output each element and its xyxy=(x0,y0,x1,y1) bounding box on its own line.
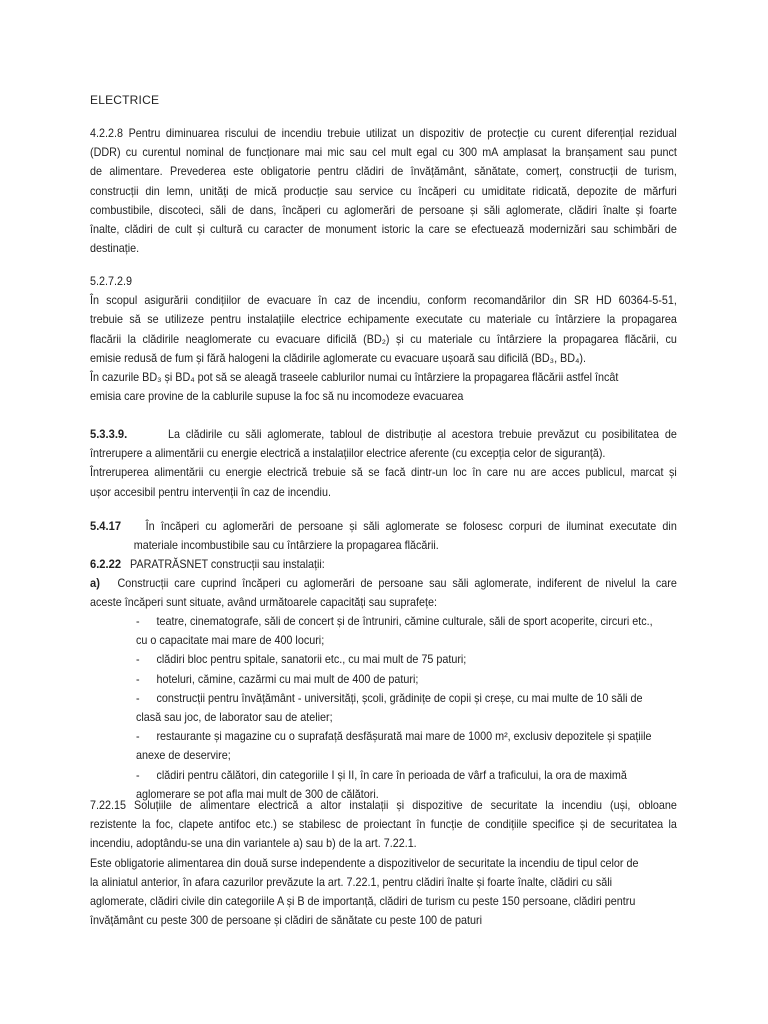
text-line-content: În încăperi cu aglomerări de persoane și săli aglomerate se folosesc corpuri de iluminat executate din xyxy=(145,520,677,533)
text-line xyxy=(90,555,677,574)
text-line: destinație. xyxy=(90,242,140,256)
paragraph-6-2-22 xyxy=(90,555,677,574)
paragraph-5-2-7-2-9 xyxy=(90,272,677,406)
paragraph-code: 5.4.17 xyxy=(90,519,122,533)
paragraph-4-2-2-8 xyxy=(90,124,677,258)
list-dash: - xyxy=(136,615,140,628)
text-line: aceste încăperi sunt situate, având următoarele capacități sau suprafețe: xyxy=(90,596,438,610)
text-line: În cazurile BD₃ și BD₄ pot să se aleagă traseele cablurilor numai cu întârziere la propagarea flăcării astfel încât xyxy=(90,371,619,385)
list-item-line: clădiri bloc pentru spitale, sanatorii etc., cu mai mult de 75 paturi; xyxy=(156,653,467,667)
text-line: Este obligatorie alimentarea din două surse independente a dispozitivelor de securitate la incendiu de tipul celor de xyxy=(90,856,639,870)
list-item-line: clădiri pentru călători, din categoriile I și II, în care în perioada de vârf a traficului, la ora de maximă xyxy=(156,768,627,782)
list-item xyxy=(136,689,675,727)
text-line: flacării la clădirile neaglomerate cu evacuare dificilă (BD₂) și cu materiale cu întârziere la propagarea flăcării, cu xyxy=(90,332,677,346)
list-item-line: aglomerare se pot afla mai mult de 300 de călători. xyxy=(136,787,379,801)
list-item-line: clasă sau joc, de laborator sau de atelier; xyxy=(136,711,333,725)
text-line: (DDR) cu curentul nominal de funcționare mai mic sau cel mult egal cu 300 mA amplasat la branșament sau punct xyxy=(90,146,677,160)
paragraph-code: 5.3.3.9. xyxy=(90,427,128,441)
list-item-line: cu o capacitate mai mare de 400 locuri; xyxy=(136,634,325,648)
text-line-content: PARATRĂSNET construcții sau instalații: xyxy=(130,558,325,571)
list-dash: - xyxy=(136,691,140,705)
text-line-content: La clădirile cu săli aglomerate, tabloul de distribuție al acestora trebuie prevăzut cu posibilitatea de xyxy=(167,428,677,441)
text-line: incendiu, adoptându-se una din variantele a) sau b) de la art. 7.22.1. xyxy=(90,837,417,851)
list-dash: - xyxy=(136,768,140,782)
list-item xyxy=(136,727,675,765)
paragraph-7-22-15 xyxy=(90,796,677,930)
text-line xyxy=(90,517,677,536)
list-item xyxy=(136,650,675,669)
paragraph-5-4-17 xyxy=(90,517,677,555)
text-line: învățământ cu peste 300 de persoane și clădiri de sănătate cu peste 100 de paturi xyxy=(90,914,483,928)
list-item-line: construcții pentru învățământ - universități, școli, grădinițe de copii și creșe, cu mai multe de 10 săli de xyxy=(156,691,643,705)
text-line: construcții din lemn, unități de mică producție sau service cu încăperi cu umiditate ridicată, depozite de mărfuri xyxy=(90,184,677,198)
capacity-list xyxy=(136,612,675,804)
text-line: 4.2.2.8 Pentru diminuarea riscului de incendiu trebuie utilizat un dispozitiv de protecție cu curent diferențial rezidual xyxy=(90,127,677,140)
text-line: trebuie să se utilizeze pentru instalațiile electrice echipamente executate cu materiale cu întârziere la propagarea xyxy=(90,313,677,327)
list-dash: - xyxy=(136,672,140,686)
text-line: de alimentare. Prevederea este obligatorie pentru clădiri de învățământ, sănătate, comerț, construcții de turism, xyxy=(90,165,677,179)
list-dash: - xyxy=(136,653,140,667)
list-item-line: teatre, cinematografe, săli de concert și de întruniri, cămine culturale, săli de sport acoperite, circuri etc., xyxy=(156,615,653,628)
text-line: întrerupere a alimentării cu energie electrică a instalațiilor electrice aferente (cu excepția celor de siguranță). xyxy=(90,447,606,461)
list-item-line: hoteluri, cămine, cazărmi cu mai mult de 400 de paturi; xyxy=(156,672,419,686)
list-item xyxy=(136,670,675,689)
text-line-content: Construcții care cuprind încăperi cu aglomerări de persoane sau săli aglomerate, indiferent de nivelul la care xyxy=(117,577,677,590)
text-line xyxy=(90,574,677,593)
paragraph-code: a) xyxy=(90,576,100,590)
text-line: rezistente la foc, clapete antifoc etc.) se stabilesc de proiectant în funcție de condițiile specifice și de securitatea la xyxy=(90,818,677,832)
list-item-line: restaurante și magazine cu o suprafață desfășurată mai mare de 1000 m², exclusiv depozitele și spațiile xyxy=(156,730,652,744)
text-line: emisie redusă de fum și fără halogeni la clădirile aglomerate cu evacuare ușoară sau dificilă (BD₃, BD₄). xyxy=(90,351,587,365)
paragraph-a xyxy=(90,574,677,612)
text-line: emisia care provine de la cablurile supuse la foc să nu incomodeze evacuarea xyxy=(90,390,464,404)
paragraph-5-3-3-9 xyxy=(90,425,677,502)
paragraph-code: 5.2.7.2.9 xyxy=(90,275,132,288)
paragraph-code: 6.2.22 xyxy=(90,557,122,571)
text-line: aglomerate, clădiri civile din categoriile A și B de importanță, clădiri de turism cu peste 150 persoane, clădiri pentru xyxy=(90,895,636,909)
text-line: materiale incombustibile sau cu întârziere la propagarea flăcării. xyxy=(133,539,439,553)
list-item-line: anexe de deservire; xyxy=(136,749,231,763)
list-item xyxy=(136,612,675,650)
text-line: ușor accesibil pentru intervenții în caz de incendiu. xyxy=(90,485,331,499)
text-line: Întreruperea alimentării cu energie electrică trebuie să se facă dintr-un loc în care nu are acces publicul, marcat și xyxy=(90,466,677,480)
text-line: În scopul asigurării condițiilor de evacuare în caz de incendiu, conform recomandărilor din SR HD 60364-5-51, xyxy=(90,294,677,308)
section-heading: ELECTRICE xyxy=(90,93,160,107)
text-line: la aliniatul anterior, în afara cazurilor prevăzute la art. 7.22.1, pentru clădiri înalte și foarte înalte, clădiri cu săli xyxy=(90,875,613,889)
text-line: 7.22.15 Soluțiile de alimentare electrică a altor instalații și dispozitive de securitate la incendiu (uși, obloane xyxy=(90,799,677,812)
text-line: combustibile, discoteci, săli de dans, încăperi cu aglomerări de persoane și săli aglomerate, clădiri înalte și foarte xyxy=(90,203,677,217)
text-line: înalte, clădiri de cult și cultură cu caracter de monument istoric la care se efectuează modernizări sau schimbări de xyxy=(90,223,677,237)
list-dash: - xyxy=(136,730,140,744)
text-line xyxy=(90,425,677,444)
